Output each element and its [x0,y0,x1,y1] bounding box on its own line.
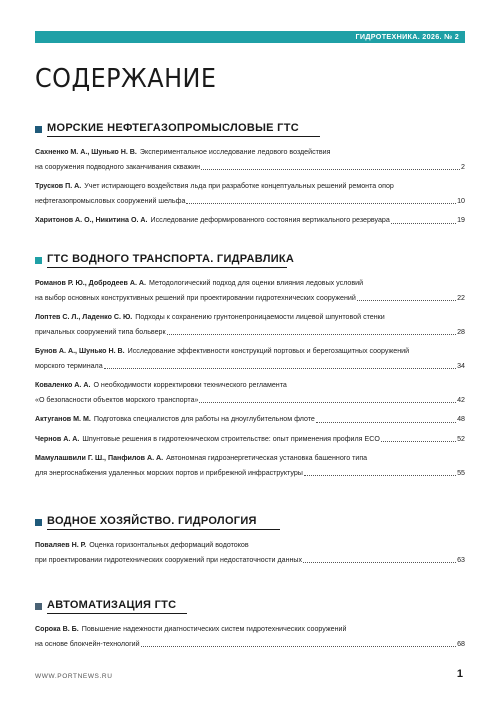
entry-title-cont: морского терминала [35,361,103,370]
footer-url[interactable]: WWW.PORTNEWS.RU [35,673,113,680]
toc-entry[interactable] [35,412,465,427]
toc-entry[interactable] [35,179,465,208]
section-underline [47,613,187,614]
entry-authors: Трусков П. А. [35,182,82,190]
section-title: ВОДНОЕ ХОЗЯЙСТВО. ГИДРОЛОГИЯ [47,515,257,527]
journal-title: ГИДРОТЕХНИКА. 2026. № 2 [355,32,459,41]
entry-authors: Романов Р. Ю., Добродеев А. А. [35,279,146,287]
entry-authors: Актуганов М. М. [35,415,91,423]
section-water-management [35,517,465,567]
toc-entry[interactable] [35,451,465,480]
entry-title-cont: для энергоснабжения удаленных морских портов и прибрежной инфраструктуры [35,468,303,477]
entry-title: Методологический подход для оценки влияния ледовых условий [149,279,364,287]
entry-authors: Бунов А. А., Шунько Н. В. [35,347,125,355]
toc-entry[interactable] [35,145,465,174]
section-title: МОРСКИЕ НЕФТЕГАЗОПРОМЫСЛОВЫЕ ГТС [47,122,299,134]
entry-page: 63 [457,555,465,564]
entry-page: 55 [457,468,465,477]
entry-title: Экспериментальное исследование ледового воздействия [139,148,331,156]
footer-page-number: 1 [456,668,463,680]
entry-title: Исследование эффективности конструкций портовых и берегозащитных сооружений [127,347,410,355]
entry-authors: Сахненко М. А., Шунько Н. В. [35,148,137,156]
entry-title: О необходимости корректировки технического регламента [93,381,287,389]
entry-authors: Коваленко А. А. [35,381,91,389]
section-automation [35,601,465,651]
section-water-transport [35,255,465,480]
entry-title: Шпунтовые решения в гидротехническом строительстве: опыт применения профиля ECO [82,434,380,443]
entry-authors: Лоптев С. Л., Ладенко С. Ю. [35,313,133,321]
entry-title: Подходы к сохранению грунтонепроницаемости лицевой шпунтовой стенки [135,313,385,321]
entry-page: 48 [457,415,465,423]
section-underline [47,267,287,268]
entry-title-cont: на выбор основных конструктивных решений при проектировании гидротехнических сооружений [35,293,356,302]
section-marker-icon [35,519,42,526]
entry-page: 2 [461,162,465,171]
entry-page: 34 [457,361,465,370]
entry-title: Подготовка специалистов для работы на дноуглубительном флоте [93,415,315,423]
entry-authors: Сорока В. Б. [35,625,79,633]
toc-entry[interactable] [35,344,465,373]
header-bar [35,31,465,43]
toc-entry[interactable] [35,538,465,567]
entry-title: Учет истирающего воздействия льда при разработке концептуальных решений ремонта опор [84,182,394,190]
entry-title-cont: на сооружения подводного заканчивания скважин [35,162,201,171]
toc-entry[interactable] [35,432,465,447]
section-title: АВТОМАТИЗАЦИЯ ГТС [47,599,177,611]
entry-title: Исследование деформированного состояния вертикального резервуара [150,216,390,224]
section-underline [47,136,320,137]
entry-page: 22 [457,293,465,302]
entry-page: 19 [457,216,465,224]
section-title: ГТС ВОДНОГО ТРАНСПОРТА. ГИДРАВЛИКА [47,253,295,265]
entry-title-cont: при проектировании гидротехнических сооружений при недостаточности данных [35,555,303,564]
toc-entry[interactable] [35,310,465,339]
entry-title: Автономная гидроэнергетическая установка башенного типа [166,454,368,462]
entry-authors: Мамулашвили Г. Ш., Панфилов А. А. [35,454,164,462]
toc-entry[interactable] [35,622,465,651]
entry-authors: Харитонов А. О., Никитина О. А. [35,216,148,224]
entry-page: 42 [457,395,465,404]
entry-title-cont: «О безопасности объектов морского транспорта» [35,395,199,404]
entry-page: 52 [457,434,465,443]
page-title: СОДЕРЖАНИЕ [35,64,217,94]
entry-title-cont: на основе блокчейн-технологий [35,639,140,648]
entry-authors: Поваляев Н. Р. [35,541,87,549]
entry-authors: Чернов А. А. [35,434,80,443]
section-marker-icon [35,126,42,133]
section-offshore [35,124,465,228]
entry-page: 10 [457,196,465,205]
entry-title: Оценка горизонтальных деформаций водотоков [89,541,249,549]
entry-page: 68 [457,639,465,648]
toc-entry[interactable] [35,276,465,305]
entry-title-cont: нефтегазопромысловых сооружений шельфа [35,196,186,205]
entry-title: Повышение надежности диагностических систем гидротехнических сооружений [81,625,347,633]
section-underline [47,529,280,530]
entry-page: 28 [457,327,465,336]
entry-title-cont: причальных сооружений типа больверк [35,327,166,336]
toc-entry[interactable] [35,213,465,228]
toc-entry[interactable] [35,378,465,407]
section-marker-icon [35,603,42,610]
section-marker-icon [35,257,42,264]
